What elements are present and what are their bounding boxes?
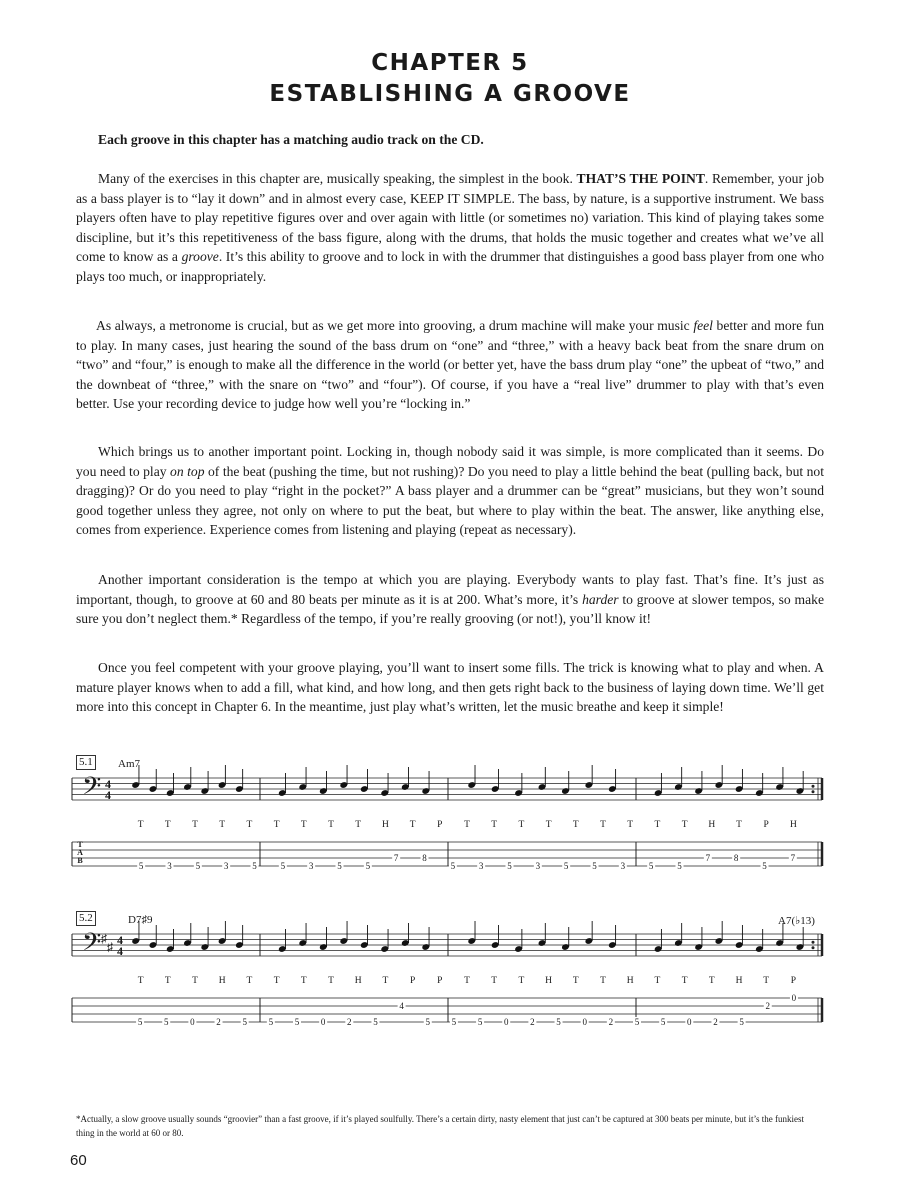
fret-number: 5 [648, 861, 654, 871]
bass-clef-icon: 𝄢 [82, 773, 102, 806]
technique-letter: T [654, 976, 661, 986]
technique-letter: H [354, 976, 362, 986]
technique-letter: T [518, 976, 525, 986]
fret-number: 5 [195, 861, 201, 871]
text-run: . Remember, your job as a bass player is to “lay it down” and in almost every case, KEEP IT SIMPLE. The bass, by nature, is a supportive instrument. We bass players often have to play repetitive figures over and over again with little (or sometimes no) variation. This kind of playing takes some discipline, but it’s this repetitiveness of the bass figure, along with the drums, that holds the music together and creates what we’ve all come to know as a [76, 171, 825, 265]
time-signature-top: 4 [117, 933, 123, 947]
key-signature-sharp-icon: ♯ [107, 940, 113, 954]
emphasis-italic: on top [170, 463, 205, 479]
notes [131, 921, 804, 953]
fret-number: 8 [422, 853, 427, 863]
fret-number: 5 [138, 861, 144, 871]
fret-number: 3 [535, 861, 541, 871]
fret-number: 2 [713, 1017, 718, 1027]
technique-letter: T [464, 976, 470, 986]
technique-letter: T [246, 976, 253, 986]
fret-number: 2 [765, 1001, 771, 1011]
technique-letter: T [654, 820, 661, 830]
technique-letter: T [192, 820, 198, 830]
fret-number: 3 [478, 861, 484, 871]
technique-letter: T [382, 976, 389, 986]
technique-letter: T [600, 976, 606, 986]
technique-letter: T [192, 976, 198, 986]
fret-number: 5 [294, 1017, 300, 1027]
technique-letter: T [300, 976, 307, 986]
technique-letter: T [137, 976, 144, 986]
fret-number: 5 [762, 861, 767, 871]
chord-symbol: D7♯9 [128, 914, 153, 926]
technique-letter: H [789, 820, 797, 830]
fret-number: 5 [337, 861, 342, 871]
chapter-number: CHAPTER 5 [371, 50, 529, 76]
repeat-dot [812, 785, 815, 788]
paragraph-3 [76, 442, 824, 540]
paragraph-4 [76, 570, 824, 629]
example-label: 5.2 [76, 911, 96, 926]
technique-letter: T [545, 820, 552, 830]
technique-letter: P [790, 976, 797, 986]
technique-letter: T [491, 820, 498, 830]
technique-letter: H [381, 820, 389, 830]
repeat-dot [812, 941, 815, 944]
fret-number: 0 [503, 1017, 509, 1027]
paragraph-1 [76, 169, 824, 287]
technique-letter: T [763, 976, 770, 986]
time-signature-top: 4 [105, 777, 111, 791]
text-run: . It’s this ability to groove and to lock in with the drummer that distinguishes a good bass player from one who plays too much, or inappropriately. [76, 249, 824, 284]
technique-letter: H [708, 820, 716, 830]
technique-letter: T [273, 820, 280, 830]
fret-number: 5 [739, 1017, 744, 1027]
staff-lines [72, 773, 822, 806]
text-run: Another important consideration is the tempo at which you are playing. Everybody wants to play fast. That’s fine. It’s just as important, though, to groove at 60 and 80 beats per minute as it is at 200. What’s more, it’s [76, 572, 824, 607]
repeat-dot [812, 946, 815, 949]
repeat-dot [812, 790, 815, 793]
fret-number: 5 [477, 1017, 483, 1027]
tab-clef-letter: T [77, 840, 83, 849]
fret-number: 3 [167, 861, 172, 871]
fret-number: 5 [660, 1017, 666, 1027]
technique-letter: P [409, 976, 416, 986]
fret-number: 3 [223, 861, 229, 871]
fret-number: 5 [280, 861, 286, 871]
fret-number: 5 [268, 1017, 274, 1027]
fret-number: 5 [252, 861, 257, 871]
tab-staff [72, 993, 822, 1027]
fret-number: 2 [216, 1017, 221, 1027]
fret-number: 5 [425, 1017, 431, 1027]
fret-number: 5 [163, 1017, 169, 1027]
technique-letter: T [572, 976, 579, 986]
key-signature-sharp-icon: ♯ [101, 931, 107, 946]
fret-number: 5 [242, 1017, 247, 1027]
technique-letter: T [681, 820, 688, 830]
technique-letter: T [627, 820, 634, 830]
technique-letter: T [518, 820, 525, 830]
technique-markings [138, 820, 797, 830]
text-run: Once you feel competent with your groove playing, you’ll want to insert some fills. The trick is knowing what to play and when. A mature player knows when to add a fill, what kind, and how long, and then gets right back to the business of laying down time. We’ll get more into this concept in Chapter 6. In the meantime, just play what’s written, let the music breathe and keep it simple! [76, 660, 824, 715]
chapter-heading: ESTABLISHING A GROOVE [269, 81, 631, 107]
footnote: *Actually, a slow groove usually sounds “groovier” than a fast groove, if it’s played soulfully. There’s a certain dirty, nasty element that just can’t be captured at 300 beats per minute, but it’s the funkiest thing in the world at 60 or 80. [76, 1114, 804, 1138]
fret-number: 5 [365, 861, 371, 871]
fret-number: 0 [687, 1017, 692, 1027]
technique-letter: T [246, 820, 253, 830]
technique-letter: T [491, 976, 498, 986]
fret-number: 0 [791, 993, 797, 1003]
paragraph-2 [76, 316, 824, 414]
technique-letter: T [219, 820, 226, 830]
text-run: to groove at slower tempos, so make sure you don’t neglect them.* Regardless of the tempo, if you’re really grooving (or not!), you’ll know it! [76, 591, 824, 627]
time-signature-bottom: 4 [105, 788, 111, 802]
technique-letter: T [355, 820, 362, 830]
text-run: Which brings us to another important point. Locking in, though nobody said it was simple, is more complicated than it seems. Do you need to play [76, 444, 824, 479]
tab-staff [72, 840, 822, 871]
fret-number: 5 [451, 1017, 457, 1027]
technique-letter: T [464, 820, 470, 830]
technique-letter: T [164, 820, 171, 830]
technique-letter: T [164, 976, 171, 986]
fret-number: 0 [582, 1017, 587, 1027]
technique-letter: T [681, 976, 688, 986]
technique-letter: P [437, 820, 443, 830]
technique-letter: T [328, 820, 334, 830]
fret-number: 5 [634, 1017, 640, 1027]
fret-number: 0 [190, 1017, 195, 1027]
fret-number: 7 [790, 853, 796, 863]
emphasis-bold: THAT’S THE POINT [576, 171, 705, 186]
technique-letter: T [572, 820, 579, 830]
fret-number: 5 [556, 1017, 561, 1027]
technique-letter: T [328, 976, 334, 986]
text-run: Many of the exercises in this chapter are, musically speaking, the simplest in the book. [98, 171, 577, 186]
emphasis-italic: harder [582, 591, 619, 607]
fret-number: 4 [399, 1001, 404, 1011]
chapter-title [0, 48, 900, 110]
fret-number: 5 [507, 861, 512, 871]
technique-letter: P [437, 976, 443, 986]
technique-letter: T [736, 820, 742, 830]
fret-number: 3 [620, 861, 626, 871]
technique-letter: H [218, 976, 226, 986]
fret-number: 5 [592, 861, 597, 871]
fret-number: 0 [320, 1017, 326, 1027]
text-run: of the beat (pushing the time, but not rushing)? Do you need to play a little behind the beat (pulling back, but not dragging)? Or do you need to play “right in the pocket?” A bass player and a drummer can be “great” musicians, but they won’t sound good together unless they agree, not only on where to put the beat, but where to play within the beat. The answer, like anything else, comes from experience. Experience comes from listening and playing (repeat as necessary). [76, 463, 825, 538]
fret-number: 5 [677, 861, 682, 871]
fret-number: 7 [393, 853, 399, 863]
fret-number: 7 [705, 853, 711, 863]
technique-letter: T [409, 820, 416, 830]
lead-sentence: Each groove in this chapter has a matching audio track on the CD. [98, 132, 484, 147]
fret-number: 2 [530, 1017, 535, 1027]
fret-number: 2 [608, 1017, 614, 1027]
fret-number: 2 [347, 1017, 352, 1027]
fret-number: 5 [563, 861, 569, 871]
chord-symbol-end: A7(♭13) [778, 915, 815, 927]
emphasis-italic: feel [693, 318, 713, 333]
page-number: 60 [70, 1152, 87, 1169]
technique-letter: H [545, 976, 553, 986]
text-run: better and more fun to play. In many cases, just hearing the sound of the bass drum on “one” and “three,” with a heavy back beat from the snare drum on “two” and “four,” is enough to make all the difference in the world (or better yet, have the bass drum play “one” the upbeat of “two,” and the downbeat of “three,” with the snare on “two” and “four”). Of course, if you have a “real live” drummer to play with that’s even better. Use your recording device to judge how well you’re “locking in.” [76, 318, 825, 412]
fret-number: 3 [308, 861, 314, 871]
technique-letter: P [763, 820, 769, 830]
tab-clef-letter: A [77, 848, 83, 857]
fret-number: 5 [450, 861, 456, 871]
tab-clef-letter: B [77, 856, 83, 865]
fret-number: 5 [137, 1017, 143, 1027]
technique-letter: T [137, 820, 144, 830]
technique-letter: T [600, 820, 606, 830]
example-5-1-notation [72, 770, 828, 890]
bass-clef-icon: 𝄢 [82, 929, 102, 962]
technique-markings [138, 976, 796, 986]
emphasis-italic: groove [181, 249, 219, 265]
technique-letter: T [273, 976, 280, 986]
text-run: As always, a metronome is crucial, but as we get more into grooving, a drum machine will make your music [96, 318, 694, 333]
technique-letter: T [300, 820, 307, 830]
time-signature-bottom: 4 [117, 944, 123, 958]
technique-letter: H [735, 976, 743, 986]
staff-lines [72, 929, 822, 962]
technique-letter: T [708, 976, 715, 986]
fret-number: 8 [733, 853, 739, 863]
technique-letter: H [626, 976, 634, 986]
notes [131, 765, 804, 797]
fret-number: 5 [373, 1017, 378, 1027]
paragraph-5 [76, 658, 824, 717]
example-label: 5.1 [76, 755, 96, 770]
chord-symbol: Am7 [118, 758, 140, 770]
example-5-2-notation [72, 926, 828, 1046]
